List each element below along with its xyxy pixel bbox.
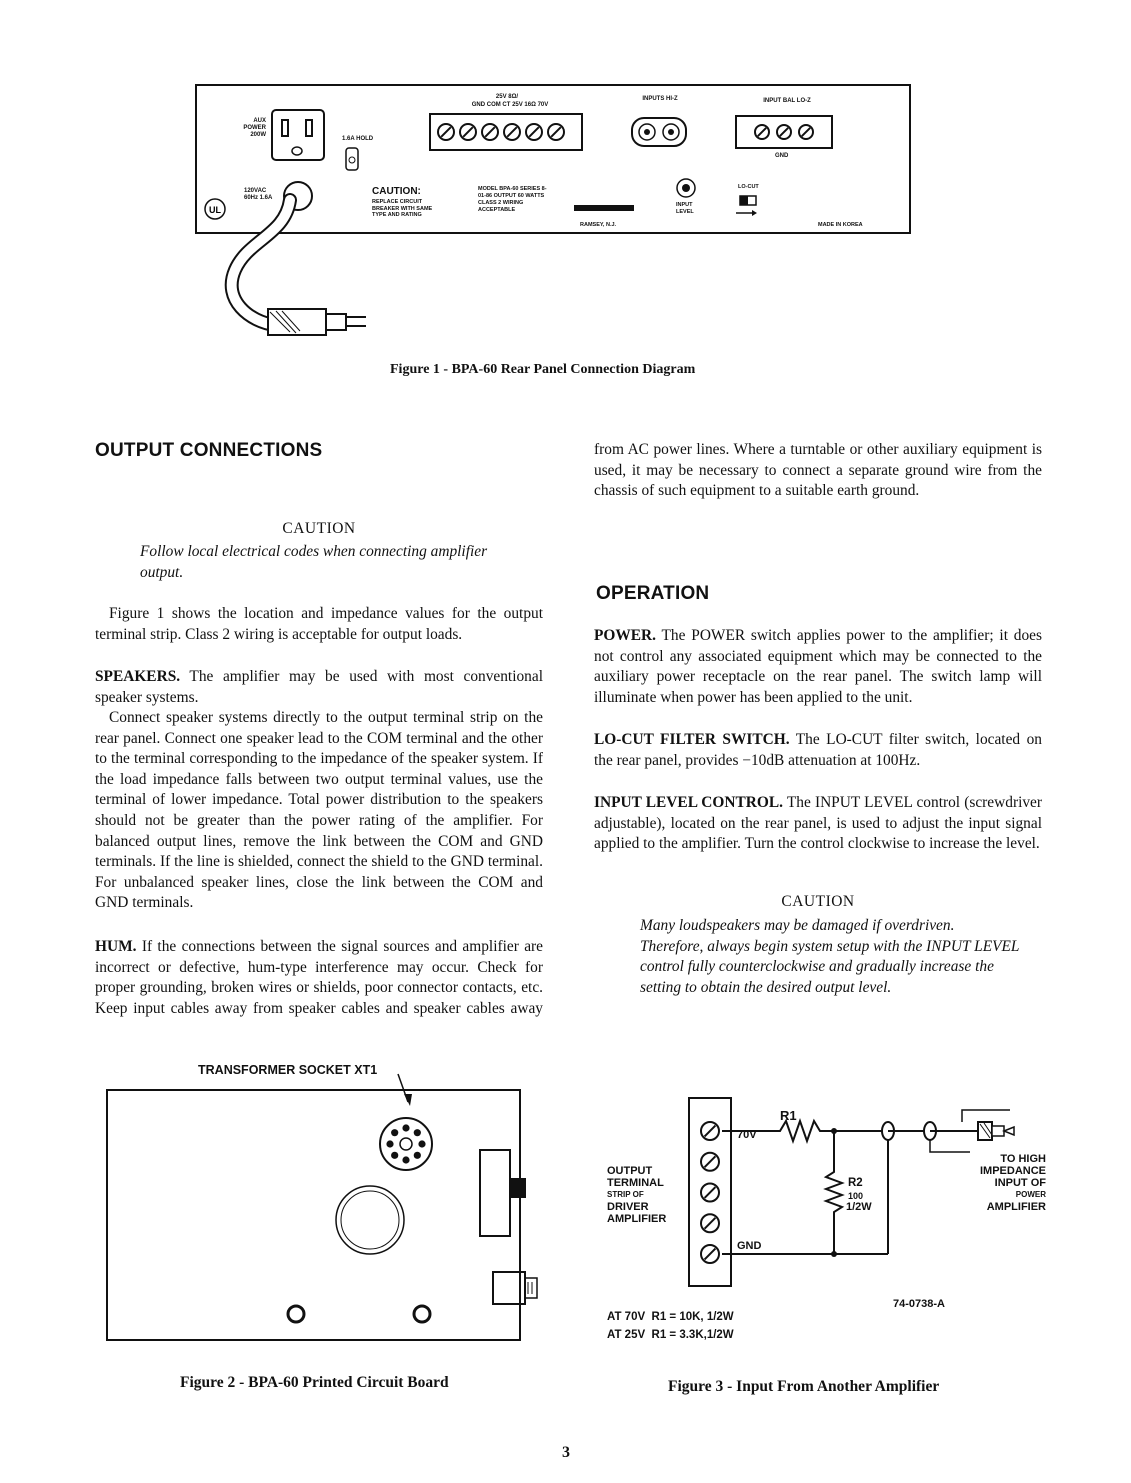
transformer-socket-label: TRANSFORMER SOCKET XT1 [198,1063,378,1077]
lo-cut-label: LO-CUT [738,184,759,190]
locut-text: The LO-CUT filter switch, located on the rear panel, provides −10dB attenuation at 100Hz. [594,731,1042,769]
output-caution-text: Follow local electrical codes when connecting amplifier output. [140,543,488,581]
speakers-paragraph [95,667,543,708]
power-text: The POWER switch applies power to the amplifier; it does not control any associated equipment which may be connected to the auxiliary power receptacle on the rear panel. The switch lamp will illuminate when power has been applied to the unit. [594,627,1042,706]
tap-70v-label: 70V [737,1129,757,1141]
operation-caution-text: Many loudspeakers may be damaged if overdriven. Therefore, always begin system setup with the INPUT LEVEL control fully counterclockwise and gradually increase the setting to obtain the desired output level. [640,917,1020,996]
hi-z-inputs [632,118,686,146]
ac-rating-label: 120VAC 60Hz 1.6A [244,188,273,201]
output-terminal-screw-slot [705,1156,716,1167]
power-plug [268,309,326,335]
input-level-label: INPUT LEVEL [676,202,694,215]
output-terminal-screw-slot [705,1126,716,1137]
operation-heading: OPERATION [596,583,710,604]
r2-resistor [826,1131,842,1254]
aux-power-label: AUX POWER 200W [243,118,266,138]
terminal-header-1: 25V 8Ω/ [495,94,519,100]
city-label: RAMSEY, N.J. [580,222,617,228]
input-level-run-in: INPUT LEVEL CONTROL. [594,794,783,811]
inputs-header: INPUTS HI-Z [642,96,678,102]
hold-label: 1.6A HOLD [342,136,374,142]
output-connections-heading: OUTPUT CONNECTIONS [95,440,323,461]
output-terminal-screw-slot [705,1218,716,1229]
hum-run-in: HUM. [95,938,137,955]
r2-name-label: R2 [848,1177,863,1189]
locut-run-in: LO-CUT FILTER SWITCH. [594,731,790,748]
output-para-1: Figure 1 shows the location and impedance values for the output terminal strip. Class 2 wiring is acceptable for output loads. [95,605,543,643]
gnd-label: GND [775,153,789,159]
brand-logo: BOGEN [574,200,600,207]
terminal-screws [438,124,564,140]
part-number: 74-0738-A [893,1298,945,1310]
output-terminal-screw-slot [705,1187,716,1198]
output-terminal-label: OUTPUT TERMINAL STRIP OF DRIVER AMPLIFIER [607,1165,667,1225]
terminal-screw-slot [441,127,451,137]
svg-text:UL: UL [209,205,221,215]
circuit-breaker [346,148,358,170]
high-impedance-input-label: TO HIGH IMPEDANCE INPUT OF POWER AMPLIFIER [979,1153,1046,1213]
bal-screw-slot [758,128,766,136]
r1-70v-note: AT 70V R1 = 10K, 1/2W [607,1311,734,1323]
terminal-screw-slot [551,127,561,137]
input-level-paragraph [594,793,1042,855]
terminal-screw-slot [507,127,517,137]
r2-power-label: 1/2W [846,1201,872,1213]
model-info: MODEL BPA-60 SERIES 8-01-86 OUTPUT 60 WATTS CLASS 2 WIRING ACCEPTABLE [478,186,547,213]
input-circuit-diagram [0,1080,1131,1310]
speakers-text: The amplifier may be used with most conventional speaker systems. [95,668,543,706]
terminal-screw-slot [463,127,473,137]
bal-terminal-screws [755,125,813,139]
hum-paragraph-part-1 [95,937,543,1019]
r1-25v-note: AT 25V R1 = 3.3K,1/2W [607,1329,734,1341]
bal-screw-slot [780,128,788,136]
figure-2-caption: Figure 2 - BPA-60 Printed Circuit Board [180,1374,449,1391]
figure-3-caption: Figure 3 - Input From Another Amplifier [668,1378,940,1395]
locut-paragraph [594,730,1042,771]
hum-text: If the connections between the signal sources and amplifier are incorrect or defective, hum-type interference may occur. Check for proper grounding, broken wires or shields, poor connector contacts, etc. Keep input cables away from speaker cables and speaker cables away [95,938,543,1017]
aux-outlet [272,110,324,160]
power-paragraph [594,626,1042,708]
power-run-in: POWER. [594,627,656,644]
terminal-screw-slot [485,127,495,137]
caution-label: CAUTION: [372,186,421,197]
caution-panel-text: REPLACE CIRCUIT BREAKER WITH SAME TYPE AND RATING [372,199,433,218]
output-caution-title: CAUTION [282,520,356,537]
output-para-3: Connect speaker systems directly to the output terminal strip on the rear panel. Connect one speaker lead to the COM terminal and the other to the terminal corresponding to the impedance of the speaker system. If the load impedance falls between two output terminal values, use the terminal of lower impedance. Total power distribution to the speakers should not be greater than the power rating of the amplifier. For balanced output lines, remove the link between the COM and GND terminals. If the line is shielded, connect the shield to the GND terminal. For unbalanced speaker lines, close the link between the COM and GND terminals. [95,709,543,912]
rear-panel-diagram [0,0,1131,400]
r1-label: R1 [780,1108,797,1123]
speakers-run-in: SPEAKERS. [95,668,181,685]
output-terminal-screw-slot [705,1249,716,1260]
r2-value-label: 100 [848,1191,864,1201]
figure-1-caption: Figure 1 - BPA-60 Rear Panel Connection Diagram [390,362,696,377]
hum-paragraph-continued: from AC power lines. Where a turntable or other auxiliary equipment is used, it may be necessary to connect a separate ground wire from the chassis of such equipment to a suitable earth ground. [594,440,1042,500]
input-bal-header: INPUT BAL LO-Z [763,98,811,104]
operation-caution-title: CAUTION [781,893,855,910]
terminal-header-2: GND COM CT 25V 16Ω 70V [471,102,549,108]
page-number: 3 [562,1444,570,1461]
bal-screw-slot [802,128,810,136]
tap-gnd-label: GND [737,1240,762,1252]
output-terminal-strip [430,114,582,150]
made-in-label: MADE IN KOREA [818,222,863,228]
input-level-text: The INPUT LEVEL control (screwdriver adjustable), located on the rear panel, is used to adjust the input signal applied to the amplifier. Turn the control clockwise to increase the level. [594,794,1043,853]
terminal-screw-slot [529,127,539,137]
